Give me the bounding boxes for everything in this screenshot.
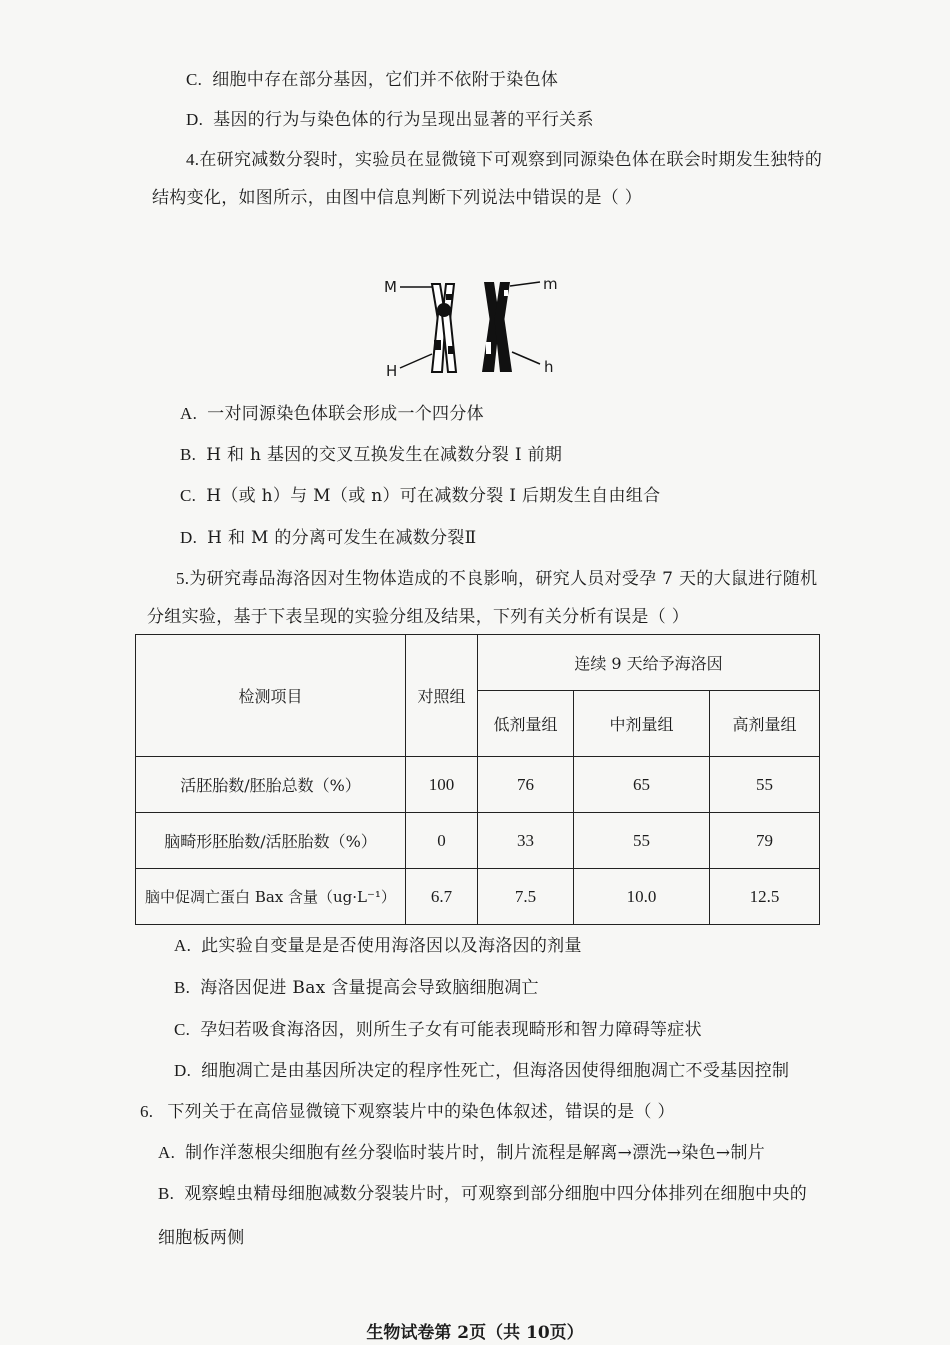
option-letter: C. — [186, 70, 203, 89]
header-item: 检测项目 — [136, 635, 406, 757]
q4-stem-line1 — [186, 148, 822, 172]
option-text: 孕妇若吸食海洛因，则所生子女有可能表现畸形和智力障碍等症状 — [200, 1020, 702, 1040]
experiment-results-table — [135, 634, 820, 925]
header-low-dose: 低剂量组 — [478, 691, 574, 757]
question-text: 为研究毒品海洛因对生物体造成的不良影响，研究人员对受孕 7 天的大鼠进行随机 — [189, 569, 818, 589]
q6-stem — [140, 1100, 675, 1124]
q6-option-b-continuation: 细胞板两侧 — [158, 1228, 245, 1248]
row-label: 活胚胎数/胚胎总数（%） — [136, 757, 406, 813]
row-label: 脑中促凋亡蛋白 Bax 含量（ug·L⁻¹） — [136, 869, 406, 925]
question-number: 6. — [140, 1102, 154, 1121]
cell-control: 6.7 — [406, 869, 478, 925]
label-M: M — [384, 278, 397, 296]
q4-stem-line2: 结构变化，如图所示，由图中信息判断下列说法中错误的是（ ） — [152, 188, 643, 208]
table-row — [136, 813, 820, 869]
page-footer: 生物试卷第 2页（共 10页） — [366, 1323, 584, 1343]
q5-option-b — [174, 976, 539, 1000]
option-text: H（或 h）与 M（或 n）可在减数分裂 I 后期发生自由组合 — [206, 486, 661, 506]
q4-option-b — [180, 443, 562, 467]
cell-low: 33 — [478, 813, 574, 869]
question-number: 5. — [176, 569, 190, 588]
q5-stem-line1 — [176, 567, 817, 591]
q5-option-d — [174, 1059, 789, 1083]
option-letter: C. — [174, 1020, 191, 1039]
option-letter: D. — [174, 1061, 192, 1080]
right-chromosome — [482, 282, 512, 372]
cell-mid: 10.0 — [574, 869, 710, 925]
option-letter: C. — [180, 486, 197, 505]
option-letter: D. — [186, 110, 204, 129]
option-letter: B. — [158, 1184, 175, 1203]
cell-control: 100 — [406, 757, 478, 813]
question-text: 在研究减数分裂时，实验员在显微镜下可观察到同源染色体在联会时期发生独特的 — [199, 150, 823, 170]
option-letter: A. — [180, 404, 198, 423]
cell-low: 7.5 — [478, 869, 574, 925]
table-row — [136, 757, 820, 813]
option-text: 基因的行为与染色体的行为呈现出显著的平行关系 — [213, 110, 594, 130]
homologous-chromosome-figure — [380, 272, 570, 382]
q5-option-c — [174, 1018, 702, 1042]
option-letter: A. — [158, 1143, 176, 1162]
option-text: 细胞凋亡是由基因所决定的程序性死亡，但海洛因使得细胞凋亡不受基因控制 — [201, 1061, 790, 1081]
option-text: H 和 h 基因的交叉互换发生在减数分裂 I 前期 — [206, 445, 563, 465]
row-label: 脑畸形胚胎数/活胚胎数（%） — [136, 813, 406, 869]
question-number: 4. — [186, 150, 200, 169]
option-text: 海洛因促进 Bax 含量提高会导致脑细胞凋亡 — [200, 978, 539, 998]
q5-stem-line2: 分组实验，基于下表呈现的实验分组及结果，下列有关分析有误是（ ） — [147, 607, 690, 627]
q6-option-a — [158, 1141, 765, 1165]
left-chromosome — [432, 284, 456, 372]
label-h: h — [544, 358, 554, 376]
q4-option-d — [180, 526, 477, 550]
q3-option-d — [186, 108, 594, 132]
option-letter: D. — [180, 528, 198, 547]
q4-option-c — [180, 484, 660, 508]
header-high-dose: 高剂量组 — [710, 691, 820, 757]
cell-control: 0 — [406, 813, 478, 869]
option-letter: B. — [180, 445, 197, 464]
q5-option-a — [174, 934, 582, 958]
label-H: H — [386, 362, 398, 380]
cell-low: 76 — [478, 757, 574, 813]
option-text: 观察蝗虫精母细胞减数分裂装片时，可观察到部分细胞中四分体排列在细胞中央的 — [184, 1184, 808, 1204]
cell-high: 12.5 — [710, 869, 820, 925]
q6-option-b — [158, 1182, 807, 1206]
table-row — [136, 869, 820, 925]
cell-mid: 55 — [574, 813, 710, 869]
cell-high: 79 — [710, 813, 820, 869]
q4-option-a — [180, 402, 484, 426]
option-letter: B. — [174, 978, 191, 997]
header-heroin-group: 连续 9 天给予海洛因 — [478, 635, 820, 691]
option-text: 细胞中存在部分基因，它们并不依附于染色体 — [212, 70, 559, 90]
cell-mid: 65 — [574, 757, 710, 813]
question-text: 下列关于在高倍显微镜下观察装片中的染色体叙述，错误的是（ ） — [167, 1102, 675, 1122]
header-mid-dose: 中剂量组 — [574, 691, 710, 757]
header-control: 对照组 — [406, 635, 478, 757]
option-text: 一对同源染色体联会形成一个四分体 — [207, 404, 484, 424]
option-text: 此实验自变量是是否使用海洛因以及海洛因的剂量 — [201, 936, 582, 956]
option-text: 制作洋葱根尖细胞有丝分裂临时装片时，制片流程是解离→漂洗→染色→制片 — [185, 1143, 766, 1163]
q3-option-c — [186, 68, 558, 92]
cell-high: 55 — [710, 757, 820, 813]
option-text: H 和 M 的分离可发生在减数分裂Ⅱ — [207, 528, 477, 548]
label-m: m — [543, 275, 558, 293]
option-letter: A. — [174, 936, 192, 955]
